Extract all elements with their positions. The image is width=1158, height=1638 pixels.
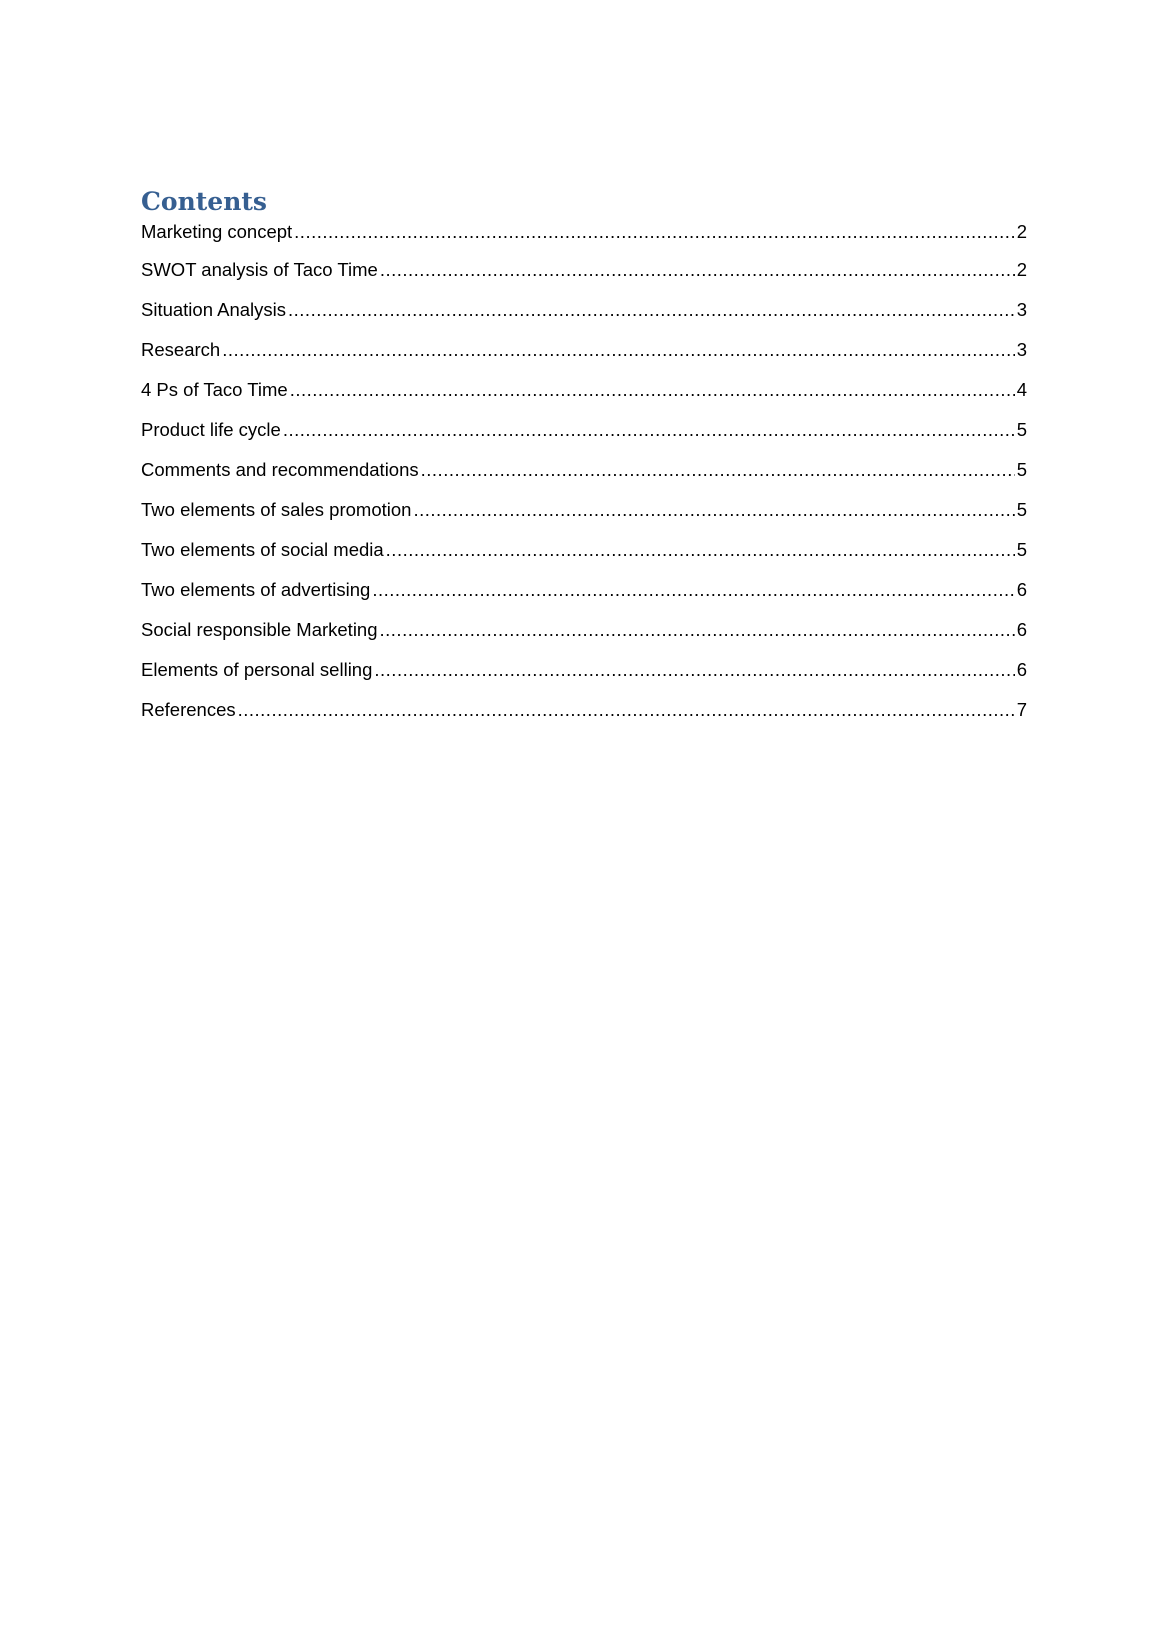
toc-dot-leader [283, 419, 1015, 441]
toc-entry-page-number: 6 [1016, 659, 1027, 680]
toc-entry[interactable] [141, 539, 1027, 579]
toc-dot-leader [386, 539, 1015, 561]
toc-entry[interactable] [141, 459, 1027, 499]
toc-entry-page-number: 4 [1016, 379, 1027, 400]
toc-entry[interactable] [141, 579, 1027, 619]
toc-entry-label: References [141, 699, 236, 720]
toc-dot-leader [288, 299, 1015, 321]
toc-dot-leader [374, 659, 1014, 681]
toc-entry[interactable] [141, 299, 1027, 339]
toc-entry-page-number: 3 [1016, 299, 1027, 320]
toc-dot-leader [380, 259, 1015, 281]
toc-entry-page-number: 7 [1016, 699, 1027, 720]
toc-entry[interactable] [141, 221, 1027, 259]
toc-entry-label: Product life cycle [141, 419, 281, 440]
toc-dot-leader [372, 579, 1014, 601]
toc-list [141, 221, 1027, 739]
toc-entry-label: 4 Ps of Taco Time [141, 379, 288, 400]
toc-entry-label: Comments and recommendations [141, 459, 419, 480]
toc-entry-label: Marketing concept [141, 221, 293, 242]
toc-entry[interactable] [141, 619, 1027, 659]
toc-entry-page-number: 2 [1016, 221, 1027, 242]
toc-entry[interactable] [141, 419, 1027, 459]
toc-entry-label: Situation Analysis [141, 299, 287, 320]
toc-entry-page-number: 2 [1016, 259, 1027, 280]
toc-title: Contents [141, 187, 268, 216]
table-of-contents [141, 186, 1027, 739]
toc-entry-page-number: 3 [1016, 339, 1027, 360]
toc-entry-label: Two elements of advertising [141, 579, 371, 600]
toc-entry-page-number: 5 [1016, 419, 1027, 440]
toc-entry-label: Elements of personal selling [141, 659, 373, 680]
toc-dot-leader [421, 459, 1015, 481]
toc-entry-page-number: 6 [1016, 619, 1027, 640]
toc-entry-page-number: 5 [1016, 459, 1027, 480]
toc-dot-leader [222, 339, 1015, 361]
toc-entry[interactable] [141, 339, 1027, 379]
toc-entry-page-number: 5 [1016, 499, 1027, 520]
toc-entry-label: Two elements of social media [141, 539, 384, 560]
toc-entry[interactable] [141, 259, 1027, 299]
toc-entry-label: Social responsible Marketing [141, 619, 378, 640]
toc-dot-leader [380, 619, 1015, 641]
toc-entry-label: Two elements of sales promotion [141, 499, 412, 520]
toc-dot-leader [413, 499, 1014, 521]
toc-entry-label: Research [141, 339, 221, 360]
toc-entry[interactable] [141, 499, 1027, 539]
toc-entry[interactable] [141, 699, 1027, 739]
toc-dot-leader [294, 221, 1015, 243]
toc-dot-leader [238, 699, 1015, 721]
toc-entry-label: SWOT analysis of Taco Time [141, 259, 378, 280]
toc-entry[interactable] [141, 659, 1027, 699]
toc-entry[interactable] [141, 379, 1027, 419]
toc-dot-leader [290, 379, 1015, 401]
toc-entry-page-number: 5 [1016, 539, 1027, 560]
toc-entry-page-number: 6 [1016, 579, 1027, 600]
